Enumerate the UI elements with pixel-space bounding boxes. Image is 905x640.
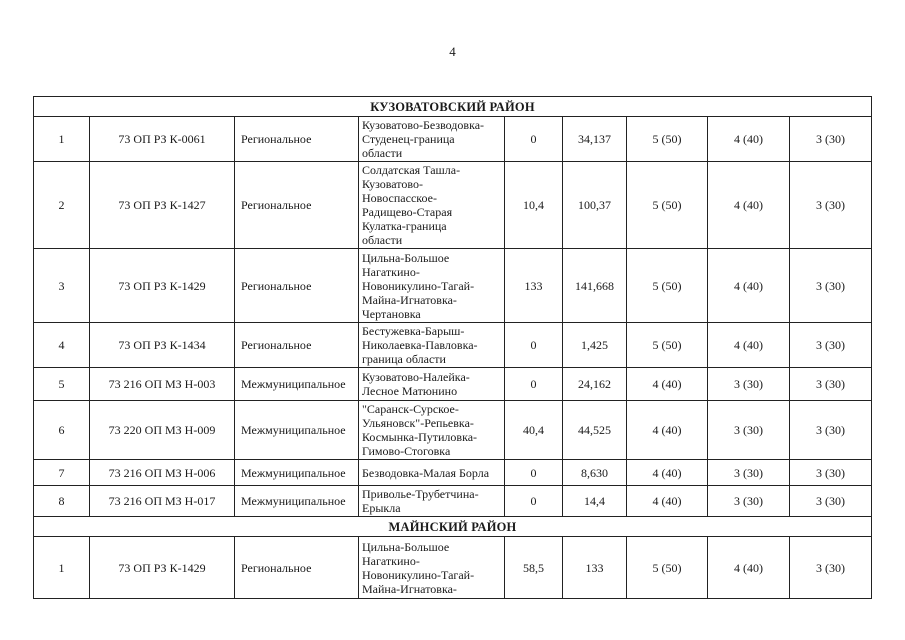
end-km-cell: 1,425: [563, 323, 627, 368]
table-row: [34, 537, 872, 599]
table-row: [34, 401, 872, 460]
road-name-cell: Безводовка-Малая Борла: [359, 460, 505, 486]
row-number-cell: 1: [34, 537, 90, 599]
road-name-cell: Кузоватово-Безводовка- Студенец-граница области: [359, 117, 505, 162]
load-class-2-cell: 4 (40): [708, 323, 790, 368]
road-name-cell: Приволье-Трубетчина- Ерыкла: [359, 486, 505, 517]
table-row: [34, 368, 872, 401]
load-class-2-cell: 3 (30): [708, 401, 790, 460]
row-number-cell: 5: [34, 368, 90, 401]
load-class-2-cell: 3 (30): [708, 368, 790, 401]
roads-table-body: [34, 97, 872, 599]
road-type-cell: Региональное: [235, 323, 359, 368]
load-class-1-cell: 5 (50): [627, 162, 708, 249]
road-code-cell: 73 ОП РЗ К-1434: [90, 323, 235, 368]
load-class-3-cell: 3 (30): [790, 162, 872, 249]
load-class-2-cell: 4 (40): [708, 162, 790, 249]
road-name-cell: Кузоватово-Налейка- Лесное Матюнино: [359, 368, 505, 401]
table-row: [34, 460, 872, 486]
start-km-cell: 0: [505, 486, 563, 517]
road-type-cell: Региональное: [235, 537, 359, 599]
road-name-cell: Солдатская Ташла- Кузоватово- Новоспасское- Радищево-Старая Кулатка-граница области: [359, 162, 505, 249]
road-type-cell: Региональное: [235, 249, 359, 323]
load-class-3-cell: 3 (30): [790, 460, 872, 486]
start-km-cell: 0: [505, 460, 563, 486]
road-type-cell: Региональное: [235, 117, 359, 162]
section-kuzovatovsky: КУЗОВАТОВСКИЙ РАЙОН: [34, 97, 872, 117]
row-number-cell: 4: [34, 323, 90, 368]
page-number: 4: [449, 44, 456, 59]
load-class-1-cell: 5 (50): [627, 249, 708, 323]
road-code-cell: 73 ОП РЗ К-0061: [90, 117, 235, 162]
start-km-cell: 58,5: [505, 537, 563, 599]
start-km-cell: 0: [505, 117, 563, 162]
start-km-cell: 10,4: [505, 162, 563, 249]
load-class-3-cell: 3 (30): [790, 368, 872, 401]
road-code-cell: 73 216 ОП МЗ Н-006: [90, 460, 235, 486]
start-km-cell: 0: [505, 323, 563, 368]
road-type-cell: Межмуниципальное: [235, 401, 359, 460]
end-km-cell: 24,162: [563, 368, 627, 401]
load-class-3-cell: 3 (30): [790, 401, 872, 460]
road-type-cell: Межмуниципальное: [235, 460, 359, 486]
load-class-2-cell: 4 (40): [708, 537, 790, 599]
road-name-cell: Бестужевка-Барыш- Николаевка-Павловка- граница области: [359, 323, 505, 368]
end-km-cell: 34,137: [563, 117, 627, 162]
end-km-cell: 133: [563, 537, 627, 599]
load-class-1-cell: 5 (50): [627, 537, 708, 599]
end-km-cell: 44,525: [563, 401, 627, 460]
table-row: [34, 162, 872, 249]
row-number-cell: 3: [34, 249, 90, 323]
load-class-3-cell: 3 (30): [790, 117, 872, 162]
table-row: [34, 323, 872, 368]
load-class-2-cell: 3 (30): [708, 486, 790, 517]
load-class-3-cell: 3 (30): [790, 537, 872, 599]
row-number-cell: 6: [34, 401, 90, 460]
section-mainsky: МАЙНСКИЙ РАЙОН: [34, 517, 872, 537]
load-class-3-cell: 3 (30): [790, 323, 872, 368]
row-number-cell: 8: [34, 486, 90, 517]
end-km-cell: 141,668: [563, 249, 627, 323]
end-km-cell: 100,37: [563, 162, 627, 249]
road-type-cell: Региональное: [235, 162, 359, 249]
load-class-1-cell: 5 (50): [627, 323, 708, 368]
load-class-1-cell: 5 (50): [627, 117, 708, 162]
load-class-2-cell: 4 (40): [708, 249, 790, 323]
load-class-2-cell: 3 (30): [708, 460, 790, 486]
roads-table: [33, 96, 872, 599]
road-name-cell: "Саранск-Сурское- Ульяновск"-Репьевка- Космынка-Путиловка- Гимово-Стоговка: [359, 401, 505, 460]
road-name-cell: Цильна-Большое Нагаткино- Новоникулино-Тагай- Майна-Игнатовка- Чертановка: [359, 249, 505, 323]
load-class-3-cell: 3 (30): [790, 249, 872, 323]
table-row: [34, 486, 872, 517]
load-class-1-cell: 4 (40): [627, 460, 708, 486]
start-km-cell: 133: [505, 249, 563, 323]
row-number-cell: 7: [34, 460, 90, 486]
table-row: [34, 249, 872, 323]
load-class-1-cell: 4 (40): [627, 401, 708, 460]
load-class-3-cell: 3 (30): [790, 486, 872, 517]
end-km-cell: 8,630: [563, 460, 627, 486]
load-class-2-cell: 4 (40): [708, 117, 790, 162]
section-header-row: [34, 517, 872, 537]
road-code-cell: 73 ОП РЗ К-1429: [90, 537, 235, 599]
road-type-cell: Межмуниципальное: [235, 486, 359, 517]
table-row: [34, 117, 872, 162]
road-type-cell: Межмуниципальное: [235, 368, 359, 401]
road-code-cell: 73 216 ОП МЗ Н-017: [90, 486, 235, 517]
load-class-1-cell: 4 (40): [627, 368, 708, 401]
road-code-cell: 73 ОП РЗ К-1429: [90, 249, 235, 323]
road-code-cell: 73 ОП РЗ К-1427: [90, 162, 235, 249]
road-code-cell: 73 216 ОП МЗ Н-003: [90, 368, 235, 401]
row-number-cell: 2: [34, 162, 90, 249]
road-name-cell: Цильна-Большое Нагаткино- Новоникулино-Тагай- Майна-Игнатовка-: [359, 537, 505, 599]
section-header-row: [34, 97, 872, 117]
load-class-1-cell: 4 (40): [627, 486, 708, 517]
start-km-cell: 0: [505, 368, 563, 401]
start-km-cell: 40,4: [505, 401, 563, 460]
end-km-cell: 14,4: [563, 486, 627, 517]
road-code-cell: 73 220 ОП МЗ Н-009: [90, 401, 235, 460]
row-number-cell: 1: [34, 117, 90, 162]
